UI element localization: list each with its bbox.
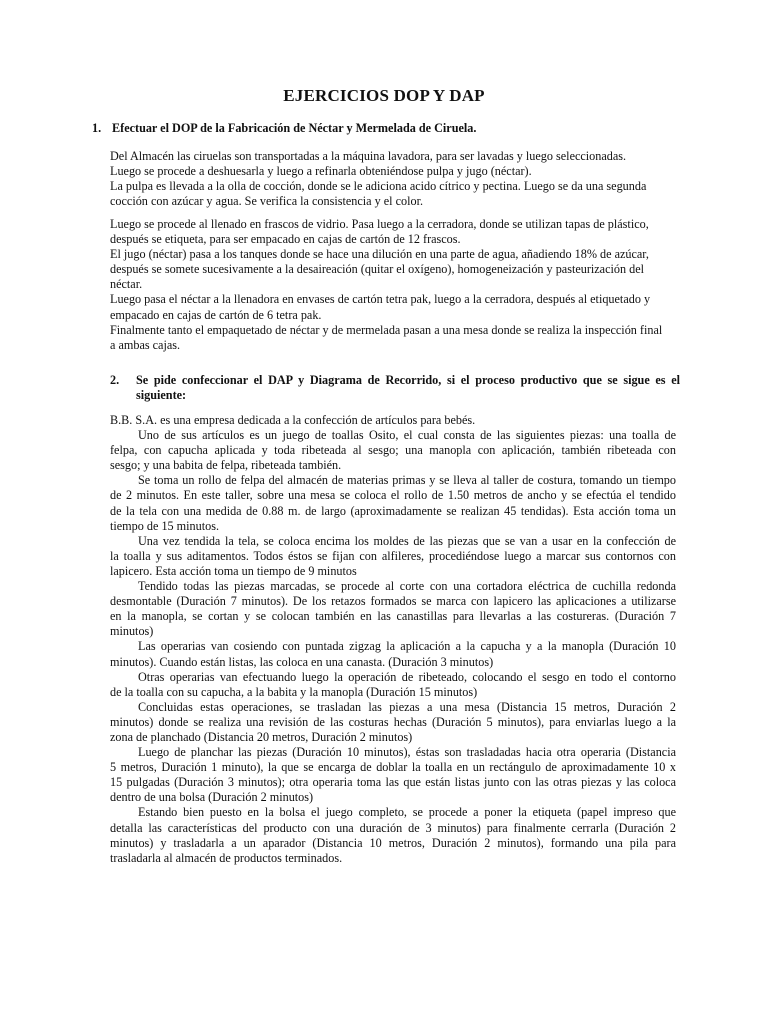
text-line: lapicero. Esta acción toma un tiempo de 9 minutos [110,563,357,578]
text-line: después se somete sucesivamente a la desaireación (quitar el oxígeno), homogeneización y pasteurización del [110,262,645,277]
text-line: después se etiqueta, para ser empacado en cajas de cartón de 12 frascos. [110,232,461,247]
section-2-title [136,373,680,403]
text-line: cocción con azúcar y agua. Se verifica la consistencia y el color. [110,194,424,209]
text-line: néctar. [110,277,143,292]
text-line: la toalla y sus aditamentos. Todos éstos se fijan con alfileres, procediéndose luego a marcar sus contornos con [110,548,676,563]
text-line: detalla las características del producto con una duración de 3 minutos) para finalmente cerrarla (Duración 2 [110,820,676,835]
text-line: Finalmente tanto el empaquetado de néctar y de mermelada pasan a una mesa donde se realiza la inspección final [110,322,663,337]
text-line: en la manopla, se cortan y se colocan también en las canastillas para llevarlas a las costureras. (Duración 7 [110,609,676,624]
section-1-title: Efectuar el DOP de la Fabricación de Néctar y Mermelada de Ciruela. [112,121,477,135]
text-line: 5 metros, Duración 1 minuto), la que se encarga de doblar la toalla en un rectángulo de aproximadamente 10 x [110,760,676,775]
text-line: sesgo; y una babita de felpa, ribeteada también. [110,458,342,473]
text-line: zona de planchado (Distancia 20 metros, Duración 2 minutos) [110,729,413,744]
text-line: Una vez tendida la tela, se coloca encima los moldes de las piezas que se van a usar en la confección de [138,533,676,548]
text-line: Luego se procede al llenado en frascos de vidrio. Pasa luego a la cerradora, donde se utilizan tapas de plástico, [110,217,649,231]
text-line: minutos) [110,624,154,639]
text-line: Otras operarias van efectuando luego la operación de ribeteado, colocando el sesgo en todo el contorno [138,669,676,684]
text-line: Del Almacén las ciruelas son transportadas a la máquina lavadora, para ser lavadas y luego seleccionadas. [110,149,627,163]
section-2-title-line: Se pide confeccionar el DAP y Diagrama de Recorrido, si el proceso productivo que se sigue es el [136,373,680,387]
text-line: Luego de planchar las piezas (Duración 10 minutos), éstas son trasladadas hacia otra operaria (Distancia [138,745,676,760]
text-line: de la toalla con su capucha, a la babita y la manopla (Duración 15 minutos) [110,684,478,699]
text-line: trasladarla al almacén de productos terminados. [110,850,343,865]
text-line: Uno de sus artículos es un juego de toallas Osito, el cual consta de las siguientes piezas: una toalla de [138,428,676,443]
text-line: minutos). Cuando están listas, las coloca en una canasta. (Duración 3 minutos) [110,654,494,669]
text-line: de la tela con una medida de 0.88 m. de largo (aproximadamente se realizan 45 tendidas). Esta acción toma un [110,503,676,518]
document-title: EJERCICIOS DOP Y DAP [283,86,485,105]
text-line: minutos) donde se realiza una revisión de las costuras hechas (Duración 5 minutos), para enviarlas luego a la [110,714,676,729]
text-line: B.B. S.A. es una empresa dedicada a la confección de artículos para bebés. [110,413,476,427]
text-line: dentro de una bolsa (Duración 2 minutos) [110,790,314,805]
text-line: tiempo de 15 minutos. [110,518,220,533]
text-line: a ambas cajas. [110,337,181,352]
text-line: Tendido todas las piezas marcadas, se procede al corte con una cortadora eléctrica de cuchilla redonda [138,579,676,594]
text-line: Concluidas estas operaciones, se trasladan las piezas a una mesa (Distancia 15 metros, Duración 2 [138,699,676,714]
text-line: felpa, con capucha aplicada y toda ribeteada al sesgo; una manopla con aplicación, también ribeteada con [110,443,676,458]
text-line: desmontable (Duración 7 minutos). De los retazos formados se marca con lapicero las aplicaciones a utilizarse [110,594,676,609]
text-line: Estando bien puesto en la bolsa el juego completo, se procede a poner la etiqueta (papel impreso que [138,805,676,820]
text-line: La pulpa es llevada a la olla de cocción, donde se le adiciona acido cítrico y pectina. Luego se da una segunda [110,179,647,194]
section-2-body [110,413,676,866]
text-line: empacado en cajas de cartón de 6 tetra pak. [110,307,322,322]
text-line: El jugo (néctar) pasa a los tanques donde se hace una dilución en una parte de agua, añadiendo 18% de azúcar, [110,247,649,262]
text-line: de 2 minutos. En este taller, sobre una mesa se coloca el rollo de 1.50 metros de ancho y se efectúa el tendido [110,488,676,503]
text-line: Luego se procede a deshuesarla y luego a refinarla obteniéndose pulpa y jugo (néctar). [110,164,532,179]
text-line: minutos) y trasladarla a un aparador (Distancia 10 metros, Duración 2 minutos), formando una pila para [110,835,676,850]
section-1-number: 1. [92,121,102,135]
section-1-paragraph-2 [110,217,686,353]
text-line: Se toma un rollo de felpa del almacén de materias primas y se lleva al taller de costura, tomando un tiempo [138,473,676,488]
section-2-number: 2. [110,373,120,387]
text-line: 15 pulgadas (Duración 3 minutos); otra operaria toma las que están listas junto con las otras piezas y las coloca [110,775,676,790]
text-line: Las operarias van cosiendo con puntada zigzag la aplicación a la capucha y a la manopla (Duración 10 [138,639,676,654]
section-1-paragraph-1 [110,149,676,209]
text-line: Luego pasa el néctar a la llenadora en envases de cartón tetra pak, luego a la cerradora, después al etiquetado y [110,292,651,307]
section-2-title-line: siguiente: [136,388,187,403]
